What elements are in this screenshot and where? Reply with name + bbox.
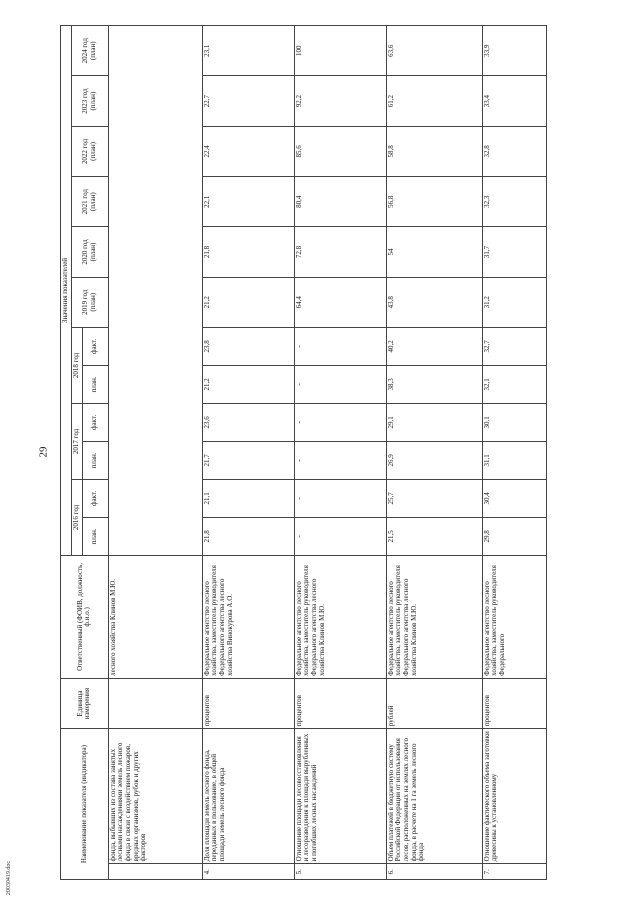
value-cell: 43,8 <box>386 277 482 327</box>
value-cell: - <box>294 517 386 555</box>
row-unit: процентов <box>482 678 546 728</box>
value-cell: 38,3 <box>386 365 482 403</box>
header-year-2022: 2022 год (план) <box>71 126 108 176</box>
value-cell: 21,2 <box>202 277 294 327</box>
value-cell: 21,2 <box>202 365 294 403</box>
value-cell: 32,8 <box>482 126 546 176</box>
row-indicator-name: Отношение площади лесовосстановления и лесоразведения к площади вырубленных и погибших лесных насаждений <box>294 729 386 864</box>
header-year-2018: 2018 год <box>71 327 82 403</box>
header-2016-fact: факт. <box>82 479 108 517</box>
header-year-2024: 2024 год (план) <box>71 26 108 77</box>
header-2017-fact: факт. <box>82 403 108 441</box>
value-cell: 23,8 <box>202 327 294 365</box>
value-cell: 54 <box>386 227 482 277</box>
row-index: 6. <box>386 864 482 880</box>
header-year-2016: 2016 год <box>71 479 82 555</box>
value-cell: 63,6 <box>386 26 482 77</box>
value-cell: 31,2 <box>482 277 546 327</box>
value-cell: 22,4 <box>202 126 294 176</box>
value-cell: 21,5 <box>386 517 482 555</box>
row-index <box>108 864 202 880</box>
value-cell: - <box>294 365 386 403</box>
table-row <box>482 26 546 880</box>
value-cell: 92,2 <box>294 76 386 126</box>
row-unit: процентов <box>202 678 294 728</box>
value-cell: 21,1 <box>202 479 294 517</box>
value-cell: 21,8 <box>202 517 294 555</box>
value-cell: 32,1 <box>482 365 546 403</box>
header-2016-plan: план. <box>82 517 108 555</box>
value-cell: 21,8 <box>202 227 294 277</box>
row-responsible: Федеральное агентство лесного хозяйства, заместитель руководителя Федерального агентства лесного хозяйства Клинов М.Ю. <box>386 555 482 678</box>
value-cell: 22,1 <box>202 177 294 227</box>
page-number: 29 <box>37 446 50 458</box>
header-year-2017: 2017 год <box>71 403 82 479</box>
value-cell: 26,9 <box>386 441 482 479</box>
indicators-table <box>60 25 547 880</box>
value-cell: 33,4 <box>482 76 546 126</box>
row-index: 4. <box>202 864 294 880</box>
value-cell: 30,4 <box>482 479 546 517</box>
row-responsible: Федеральное агентство лесного хозяйства, заместитель руководителя Федерального <box>482 555 546 678</box>
header-year-2021: 2021 год (план) <box>71 177 108 227</box>
header-2018-fact: факт. <box>82 327 108 365</box>
value-cell: 29,8 <box>482 517 546 555</box>
header-indicator-name: Наименование показателя (индикатора) <box>61 729 109 880</box>
rotated-table-container <box>60 25 586 880</box>
table-row <box>386 26 482 880</box>
row-unit: процентов <box>294 678 386 728</box>
row-unit: рублей <box>386 678 482 728</box>
row-indicator-name: фонда, выбывших из состава занятых лесными насаждениями земель лесного фонда в связи с воздействием пожаров, вредных организмов, рубок и других факторов <box>108 729 202 864</box>
footer-code: 20030419.doc <box>6 860 13 896</box>
header-year-2020: 2020 год (план) <box>71 227 108 277</box>
value-cell: 30,1 <box>482 403 546 441</box>
value-cell: 22,7 <box>202 76 294 126</box>
value-cell: 21,7 <box>202 441 294 479</box>
value-cell: 23,1 <box>202 26 294 77</box>
value-cell: 100 <box>294 26 386 77</box>
value-cell: 33,9 <box>482 26 546 77</box>
row-index: 7. <box>482 864 546 880</box>
row-values-empty <box>108 26 202 556</box>
header-year-2023: 2023 год (план) <box>71 76 108 126</box>
value-cell: 29,1 <box>386 403 482 441</box>
value-cell: - <box>294 479 386 517</box>
value-cell: - <box>294 441 386 479</box>
header-values-group: Значения показателей <box>61 26 72 556</box>
row-indicator-name: Отношение фактического объема заготовки древесины к установленному <box>482 729 546 864</box>
value-cell: 32,7 <box>482 327 546 365</box>
table-row <box>108 26 202 880</box>
value-cell: 40,2 <box>386 327 482 365</box>
value-cell: 56,8 <box>386 177 482 227</box>
value-cell: 25,7 <box>386 479 482 517</box>
value-cell: - <box>294 403 386 441</box>
row-responsible: лесного хозяйства Клинов М.Ю. <box>108 555 202 678</box>
row-responsible: Федеральное агентство лесного хозяйства, заместитель руководителя Федерального агентства лесного хозяйства Клинов М.Ю. <box>294 555 386 678</box>
table-row <box>202 26 294 880</box>
value-cell: 32,3 <box>482 177 546 227</box>
value-cell: 80,4 <box>294 177 386 227</box>
row-responsible: Федеральное агентство лесного хозяйства, заместитель руководителя Федерального агентства лесного хозяйства Винокурова А.О. <box>202 555 294 678</box>
value-cell: 72,8 <box>294 227 386 277</box>
row-indicator-name: Объем платежей в бюджетную систему Российской Федерации от использования лесов, расположенных на землях лесного фонда, в расчете на 1 га земель лесного фонда <box>386 729 482 864</box>
value-cell: 85,6 <box>294 126 386 176</box>
value-cell: 58,8 <box>386 126 482 176</box>
header-2017-plan: план. <box>82 441 108 479</box>
value-cell: 31,1 <box>482 441 546 479</box>
value-cell: 64,4 <box>294 277 386 327</box>
table-row <box>294 26 386 880</box>
row-indicator-name: Доля площади земель лесного фонда, переданных в пользование, в общей площади земель лесного фонда <box>202 729 294 864</box>
header-responsible: Ответственный (ФОИВ, должность, ф.и.о.) <box>61 555 109 678</box>
header-unit: Единица измерения <box>61 678 109 728</box>
value-cell: 61,2 <box>386 76 482 126</box>
value-cell: - <box>294 327 386 365</box>
row-unit <box>108 678 202 728</box>
value-cell: 23,6 <box>202 403 294 441</box>
row-index: 5. <box>294 864 386 880</box>
header-year-2019: 2019 год (план) <box>71 277 108 327</box>
value-cell: 31,7 <box>482 227 546 277</box>
header-2018-plan: план. <box>82 365 108 403</box>
